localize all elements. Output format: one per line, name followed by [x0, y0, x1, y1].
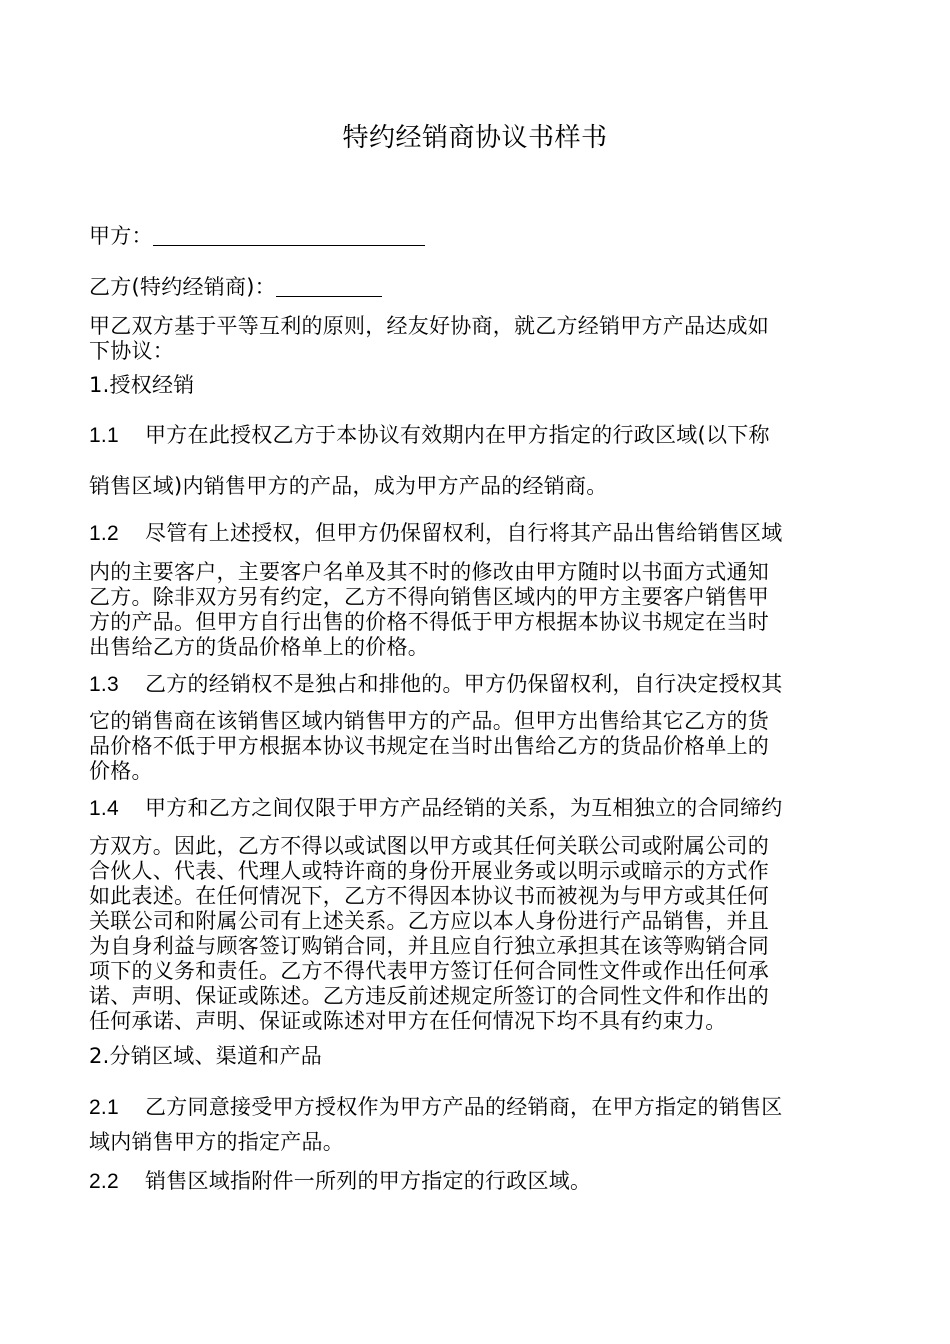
clause-line: 出售给乙方的货品价格单上的价格。 [89, 635, 429, 659]
clause-line: 乙方。除非双方另有约定，乙方不得向销售区域内的甲方主要客户销售甲 [89, 585, 769, 609]
clause-line: 价格。 [89, 759, 153, 783]
clause-1-3-continuation [89, 709, 864, 784]
clause-number: 1.1 [89, 424, 119, 447]
clause-1-2-continuation [89, 560, 864, 660]
intro-line: 下协议： [89, 339, 174, 363]
clause-line: 为自身利益与顾客签订购销合同，并且应自行独立承担其在该等购销合同 [89, 934, 769, 958]
intro-line: 甲乙双方基于平等互利的原则，经友好协商，就乙方经销甲方产品达成如 [89, 314, 769, 338]
party-a-blank [153, 225, 425, 246]
section-1-heading: 1.授权经销 [89, 373, 195, 397]
document-title: 特约经销商协议书样书 [342, 123, 608, 153]
clause-line: 品价格不低于甲方根据本协议书规定在当时出售给乙方的货品价格单上的 [89, 734, 769, 758]
clause-line: 任何承诺、声明、保证或陈述对甲方在任何情况下均不具有约束力。 [89, 1009, 727, 1033]
clause-line: 方的产品。但甲方自行出售的价格不得低于甲方根据本协议书规定在当时 [89, 610, 769, 634]
clause-text: 销售区域指附件一所列的甲方指定的行政区域。 [145, 1169, 592, 1193]
clause-text: 乙方的经销权不是独占和排他的。甲方仍保留权利，自行决定授权其 [145, 672, 783, 696]
clause-text: 乙方同意接受甲方授权作为甲方产品的经销商，在甲方指定的销售区 [145, 1095, 783, 1119]
clause-line: 如此表述。在任何情况下，乙方不得因本协议书而被视为与甲方或其任何 [89, 884, 769, 908]
clause-2-1-first-line [89, 1095, 864, 1120]
clause-text: 甲方和乙方之间仅限于甲方产品经销的关系，为互相独立的合同缔约 [145, 796, 783, 820]
clause-number: 2.1 [89, 1096, 119, 1119]
clause-text: 甲方在此授权乙方于本协议有效期内在甲方指定的行政区域(以下称 [145, 423, 770, 447]
party-b-label: 乙方(特约经销商)： [89, 275, 276, 299]
clause-1-2-first-line [89, 521, 864, 546]
clause-2-1-continuation: 域内销售甲方的指定产品。 [89, 1130, 344, 1154]
clause-text: 尽管有上述授权，但甲方仍保留权利，自行将其产品出售给销售区域 [145, 521, 783, 545]
clause-1-1-continuation: 销售区域)内销售甲方的产品，成为甲方产品的经销商。 [89, 474, 608, 498]
clause-line: 关联公司和附属公司有上述关系。乙方应以本人身份进行产品销售，并且 [89, 909, 769, 933]
clause-1-4-first-line [89, 796, 864, 821]
clause-line: 合伙人、代表、代理人或特许商的身份开展业务或以明示或暗示的方式作 [89, 859, 769, 883]
section-2-heading: 2.分销区域、渠道和产品 [89, 1044, 323, 1068]
clause-2-2-line [89, 1169, 864, 1194]
clause-line: 诺、声明、保证或陈述。乙方违反前述规定所签订的合同性文件和作出的 [89, 984, 769, 1008]
clause-1-4-continuation [89, 834, 864, 1034]
clause-line: 方双方。因此，乙方不得以或试图以甲方或其任何关联公司或附属公司的 [89, 834, 769, 858]
clause-number: 2.2 [89, 1170, 119, 1193]
clause-line: 它的销售商在该销售区域内销售甲方的产品。但甲方出售给其它乙方的货 [89, 709, 769, 733]
party-a-label: 甲方： [89, 224, 153, 248]
party-a-line [89, 224, 864, 249]
clause-1-1-first-line [89, 423, 864, 448]
clause-1-3-first-line [89, 672, 864, 697]
party-b-blank [276, 276, 382, 297]
clause-line: 内的主要客户，主要客户名单及其不时的修改由甲方随时以书面方式通知 [89, 560, 769, 584]
party-b-line [89, 275, 864, 300]
clause-number: 1.2 [89, 522, 119, 545]
clause-number: 1.3 [89, 673, 119, 696]
clause-line: 项下的义务和责任。乙方不得代表甲方签订任何合同性文件或作出任何承 [89, 959, 769, 983]
intro-paragraph [89, 314, 864, 364]
clause-number: 1.4 [89, 797, 119, 820]
